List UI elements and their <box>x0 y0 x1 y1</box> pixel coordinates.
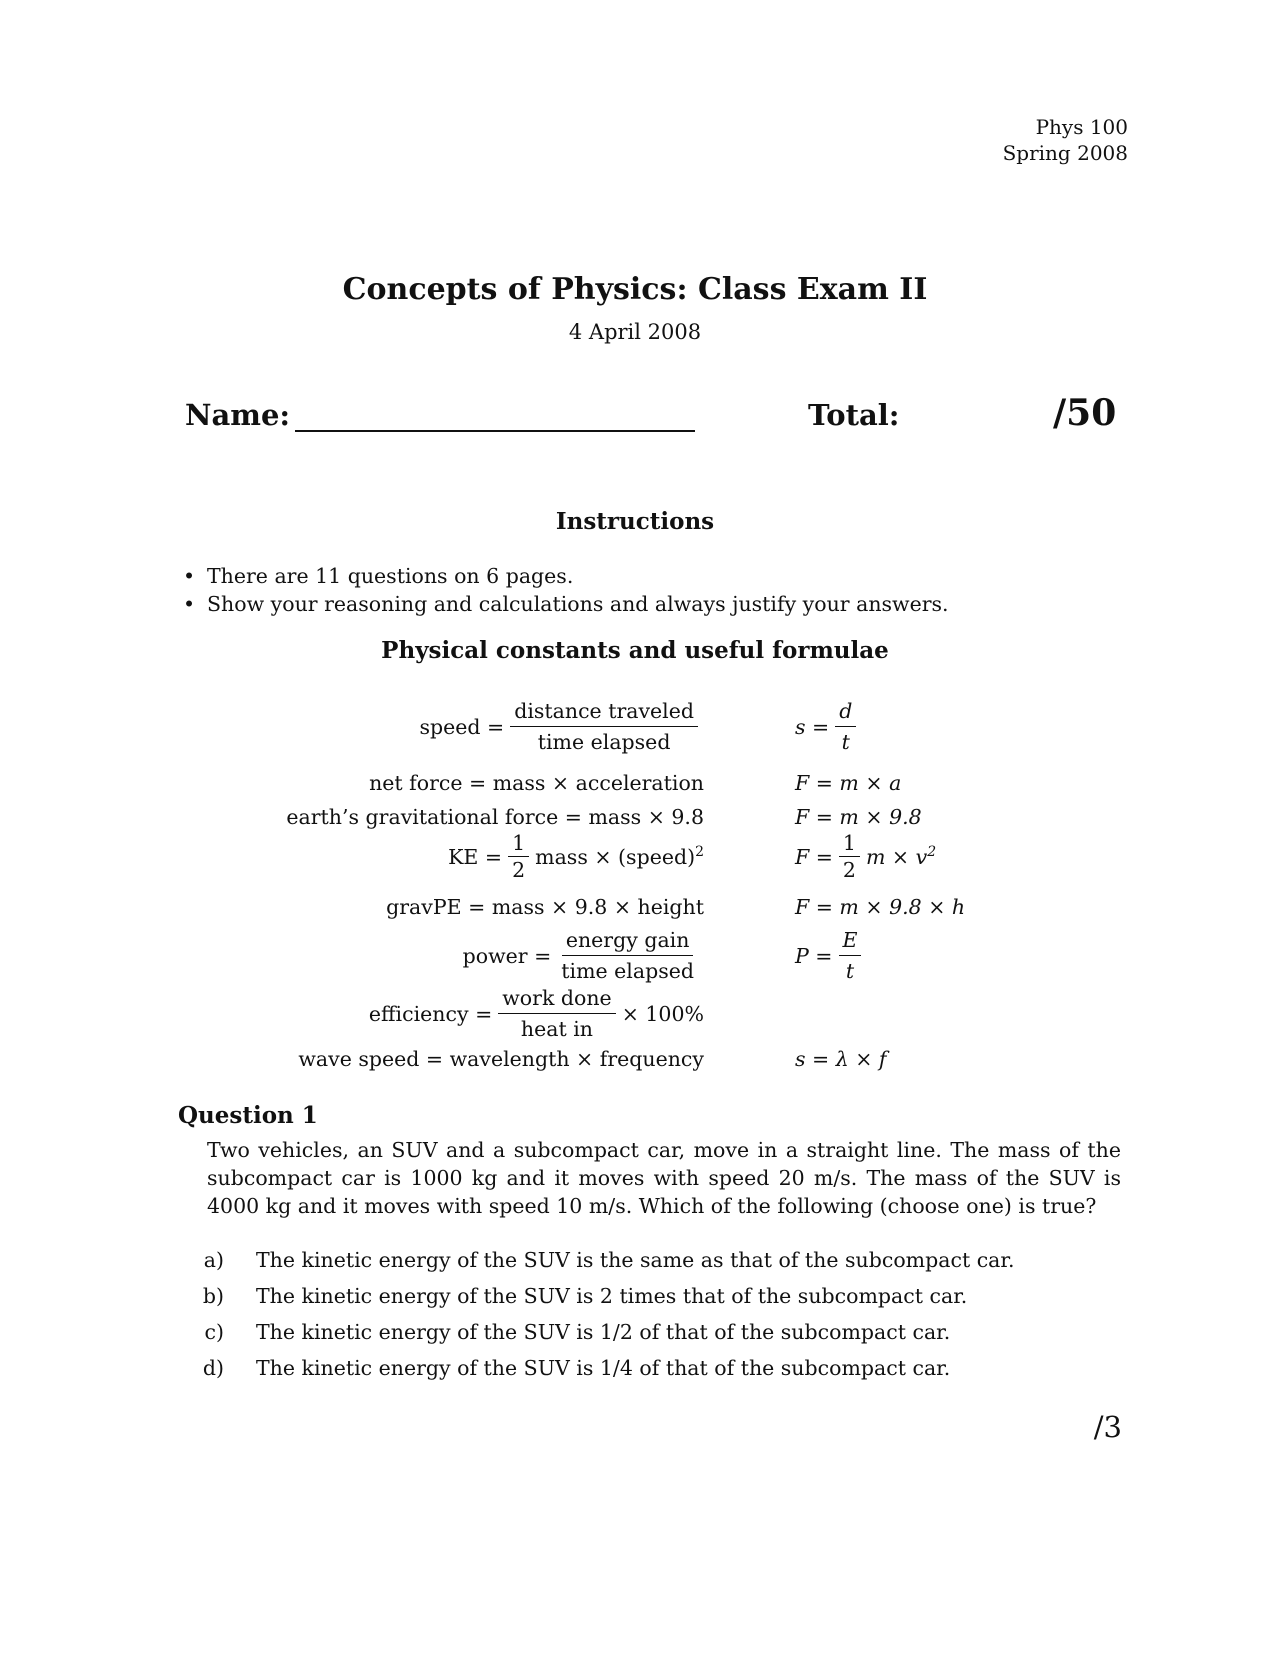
exam-date: 4 April 2008 <box>568 320 702 344</box>
formula-efficiency-denominator: heat in <box>520 1017 593 1041</box>
formula-power-symbolic-lhs: P = <box>795 943 833 968</box>
formula-speed-lhs: speed = <box>419 714 505 739</box>
option-label: b) <box>202 1284 224 1308</box>
instruction-item: • Show your reasoning and calculations and always justify your answers. <box>183 590 949 618</box>
formula-ke-lhs: KE = <box>448 844 503 869</box>
formula-speed-symbolic-lhs: s = <box>795 714 830 739</box>
total-score: /50 <box>1053 392 1117 434</box>
formula-wave-speed-symbolic: s = λ × f <box>795 1047 887 1071</box>
formulae-heading: Physical constants and useful formulae <box>381 637 889 664</box>
formula-ke-symbolic-denominator: 2 <box>842 858 856 882</box>
total-label: Total: <box>808 398 900 432</box>
question-1-heading: Question 1 <box>178 1102 318 1129</box>
option-text: The kinetic energy of the SUV is 2 times that of the subcompact car. <box>256 1284 968 1308</box>
formula-ke-symbolic-exponent: 2 <box>927 843 937 860</box>
formula-wave-speed: wave speed = wavelength × frequency <box>298 1047 704 1071</box>
formula-speed-symbolic-denominator: t <box>841 730 850 754</box>
formula-ke-symbolic-lhs: F = <box>795 844 833 869</box>
option-c[interactable] <box>190 1314 1014 1350</box>
formula-kinetic-energy-symbolic <box>795 832 936 881</box>
question-1-options <box>190 1242 1014 1386</box>
formula-ke-denominator: 2 <box>512 858 526 882</box>
formula-net-force-symbolic: F = m × a <box>795 771 902 795</box>
formula-ke-exponent: 2 <box>695 843 704 860</box>
option-label: d) <box>202 1356 224 1380</box>
formula-gravitational-force: earth’s gravitational force = mass × 9.8 <box>286 805 704 829</box>
formula-speed-symbolic-numerator: d <box>835 698 856 727</box>
formula-power <box>463 927 704 984</box>
formula-power-symbolic <box>795 927 867 984</box>
instructions-heading: Instructions <box>555 508 715 535</box>
option-label: a) <box>203 1248 224 1272</box>
instructions-list <box>183 562 949 618</box>
formula-grav-pe-symbolic: F = m × 9.8 × h <box>795 895 966 919</box>
option-text: The kinetic energy of the SUV is 1/2 of that of the subcompact car. <box>256 1320 951 1344</box>
formula-power-symbolic-numerator: E <box>839 927 862 956</box>
question-1-text: Two vehicles, an SUV and a subcompact car, move in a straight line. The mass of the subcompact car is 1000 kg and it moves with speed 20 m/s. The mass of the SUV is 4000 kg and it moves with speed 10 m/s. Which of the following (choose one) is true? <box>207 1138 1121 1218</box>
formula-grav-pe: gravPE = mass × 9.8 × height <box>386 895 704 919</box>
formula-speed-denominator: time elapsed <box>537 730 671 754</box>
name-label: Name: <box>185 398 291 432</box>
formula-kinetic-energy <box>448 832 704 881</box>
formula-ke-rest: mass × (speed) <box>535 844 696 869</box>
option-d[interactable] <box>190 1350 1014 1386</box>
option-a[interactable] <box>190 1242 1014 1278</box>
option-text: The kinetic energy of the SUV is 1/4 of that of the subcompact car. <box>256 1356 951 1380</box>
option-b[interactable] <box>190 1278 1014 1314</box>
instruction-item: • There are 11 questions on 6 pages. <box>183 562 949 590</box>
formula-efficiency-lhs: efficiency = <box>368 1001 493 1026</box>
exam-title: Concepts of Physics: Class Exam II <box>342 272 928 307</box>
course-term: Spring 2008 <box>1002 141 1128 165</box>
formula-power-lhs: power = <box>462 943 552 968</box>
formula-speed <box>419 698 704 755</box>
formula-speed-symbolic <box>795 698 862 755</box>
formula-ke-symbolic-numerator: 1 <box>839 832 860 857</box>
formula-gravitational-force-symbolic: F = m × 9.8 <box>795 805 922 829</box>
course-header <box>1003 114 1128 166</box>
formula-ke-symbolic-rest: m × v <box>865 844 928 869</box>
course-code: Phys 100 <box>1035 115 1128 139</box>
formula-efficiency <box>369 985 704 1042</box>
option-label: c) <box>204 1320 224 1344</box>
option-text: The kinetic energy of the SUV is the same as that of the subcompact car. <box>256 1248 1015 1272</box>
formula-power-symbolic-denominator: t <box>845 959 855 983</box>
formula-power-numerator: energy gain <box>562 927 694 956</box>
name-field-line[interactable] <box>295 430 695 432</box>
formula-speed-numerator: distance traveled <box>510 698 698 727</box>
formula-power-denominator: time elapsed <box>561 959 694 983</box>
question-1-score: /3 <box>1093 1410 1122 1444</box>
formula-net-force: net force = mass × acceleration <box>369 771 704 795</box>
formula-efficiency-numerator: work done <box>498 985 615 1014</box>
formula-ke-numerator: 1 <box>508 832 529 857</box>
formula-efficiency-rest: × 100% <box>621 1001 704 1026</box>
